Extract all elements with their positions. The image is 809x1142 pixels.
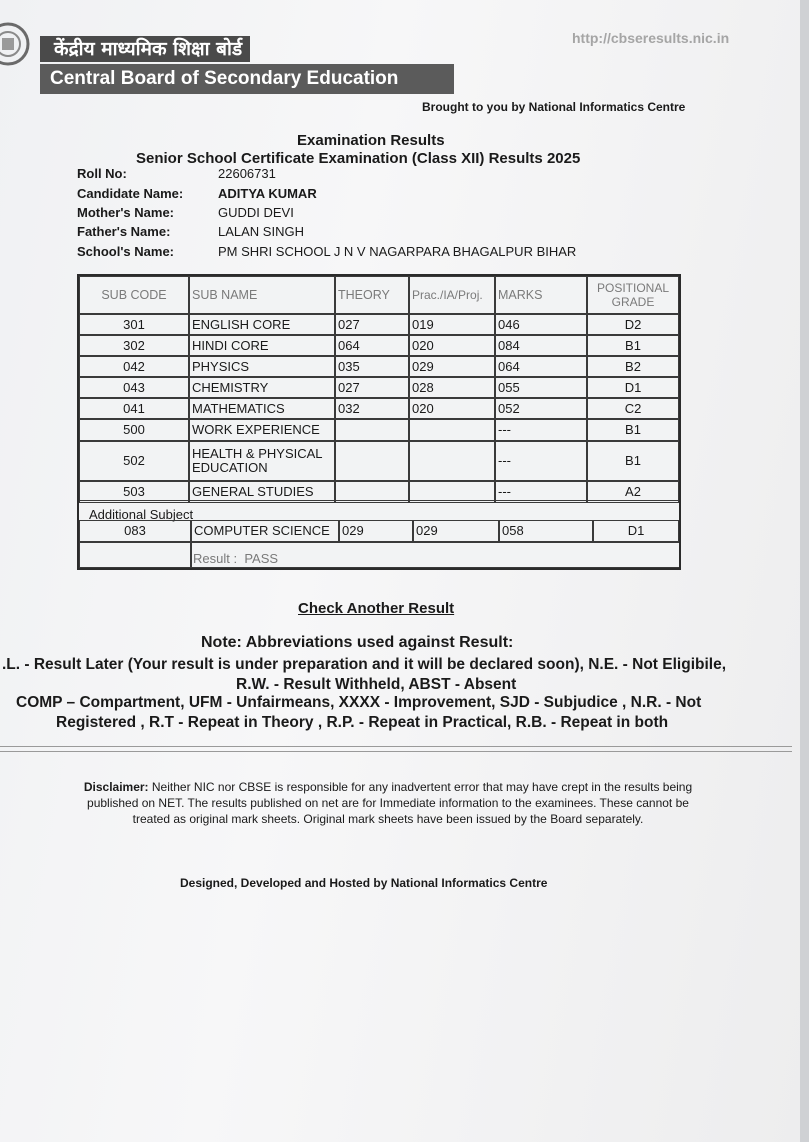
row-theory: 027: [335, 314, 409, 335]
row-code: 043: [79, 377, 189, 398]
header-practical: Prac./IA/Proj.: [409, 276, 495, 314]
row-grade: B1: [587, 335, 679, 356]
result-line: [193, 551, 278, 566]
note-line-1: .L. - Result Later (Your result is under preparation and it will be declared soon), N.E. - Not Eligibile,: [2, 656, 727, 673]
result-label: Result :: [193, 551, 238, 566]
row-practical: 019: [409, 314, 495, 335]
row-practical: [409, 441, 495, 481]
additional-theory: 029: [339, 520, 413, 542]
note-line-2: R.W. - Result Withheld, ABST - Absent: [236, 676, 517, 693]
row-marks: 046: [495, 314, 587, 335]
header-grade: POSITIONAL GRADE: [587, 276, 679, 314]
candidate-name-value: ADITYA KUMAR: [218, 186, 317, 201]
candidate-name-label: Candidate Name:: [77, 186, 184, 201]
row-marks: 084: [495, 335, 587, 356]
row-grade: B2: [587, 356, 679, 377]
row-theory: 064: [335, 335, 409, 356]
row-marks: ---: [495, 481, 587, 503]
site-url: http://cbseresults.nic.in: [572, 30, 730, 46]
row-practical: [409, 419, 495, 441]
row-grade: C2: [587, 398, 679, 419]
row-grade: D1: [587, 377, 679, 398]
father-name-label: Father's Name:: [77, 224, 171, 239]
row-marks: 052: [495, 398, 587, 419]
exam-subtitle: Senior School Certificate Examination (Class XII) Results 2025: [136, 150, 581, 167]
row-practical: 028: [409, 377, 495, 398]
row-code: 500: [79, 419, 189, 441]
row-theory: [335, 419, 409, 441]
row-practical: 029: [409, 356, 495, 377]
roll-value: 22606731: [218, 166, 276, 181]
note-line-4: Registered , R.T - Repeat in Theory , R.P. - Repeat in Practical, R.B. - Repeat in both: [56, 714, 669, 731]
row-practical: 020: [409, 335, 495, 356]
board-name-hindi: केंद्रीय माध्यमिक शिक्षा बोर्ड: [40, 36, 250, 62]
result-value: PASS: [244, 551, 279, 566]
row-theory: 035: [335, 356, 409, 377]
father-name-value: LALAN SINGH: [218, 224, 304, 239]
row-subject-name: WORK EXPERIENCE: [189, 419, 335, 441]
disclaimer-text: Neither NIC nor CBSE is responsible for any inadvertent error that may have crept in the results being published on NET. The results published on net are for Immediate information to the examinees. These cannot be treated as original mark sheets. Original mark sheets have been issued by the Board separately.: [87, 780, 693, 826]
row-theory: 027: [335, 377, 409, 398]
row-grade: D2: [587, 314, 679, 335]
mother-name-label: Mother's Name:: [77, 205, 174, 220]
row-subject-name: HEALTH & PHYSICAL EDUCATION: [189, 441, 335, 481]
row-code: 502: [79, 441, 189, 481]
results-table: [77, 274, 681, 570]
footer-text: Designed, Developed and Hosted by National Informatics Centre: [180, 876, 548, 890]
row-code: 041: [79, 398, 189, 419]
additional-subject-label: Additional Subject: [89, 507, 194, 522]
row-subject-name: MATHEMATICS: [189, 398, 335, 419]
row-subject-name: CHEMISTRY: [189, 377, 335, 398]
row-subject-name: ENGLISH CORE: [189, 314, 335, 335]
additional-code: 083: [79, 520, 191, 542]
row-subject-name: HINDI CORE: [189, 335, 335, 356]
brought-by-text: Brought to you by National Informatics Centre: [422, 100, 686, 114]
row-code: 301: [79, 314, 189, 335]
row-grade: A2: [587, 481, 679, 503]
divider-bottom: [0, 751, 792, 752]
additional-practical: 029: [413, 520, 499, 542]
header-sub-code: SUB CODE: [79, 276, 189, 314]
note-line-3: COMP – Compartment, UFM - Unfairmeans, XXXX - Improvement, SJD - Subjudice , N.R. - Not: [16, 694, 702, 711]
row-grade: B1: [587, 441, 679, 481]
mother-name-value: GUDDI DEVI: [218, 205, 294, 220]
additional-marks: 058: [499, 520, 593, 542]
row-code: 042: [79, 356, 189, 377]
row-grade: B1: [587, 419, 679, 441]
additional-grade: D1: [593, 520, 679, 542]
school-name-value: PM SHRI SCHOOL J N V NAGARPARA BHAGALPUR BIHAR: [218, 244, 577, 259]
disclaimer-label: Disclaimer:: [83, 780, 149, 794]
row-subject-name: GENERAL STUDIES: [189, 481, 335, 503]
header-theory: THEORY: [335, 276, 409, 314]
check-another-result-link[interactable]: Check Another Result: [298, 600, 455, 617]
row-marks: ---: [495, 441, 587, 481]
school-name-label: School's Name:: [77, 244, 175, 259]
header-marks: MARKS: [495, 276, 587, 314]
result-blank-cell: [79, 542, 191, 568]
row-marks: 055: [495, 377, 587, 398]
row-code: 503: [79, 481, 189, 503]
roll-label: Roll No:: [77, 166, 127, 181]
row-practical: 020: [409, 398, 495, 419]
additional-name: COMPUTER SCIENCE: [191, 520, 339, 542]
row-marks: ---: [495, 419, 587, 441]
row-theory: [335, 441, 409, 481]
row-marks: 064: [495, 356, 587, 377]
divider-top: [0, 746, 792, 747]
disclaimer: [82, 779, 694, 827]
cbse-emblem-icon: [0, 14, 34, 74]
row-code: 302: [79, 335, 189, 356]
page-edge: [800, 0, 809, 1142]
row-theory: 032: [335, 398, 409, 419]
note-title: Note: Abbreviations used against Result:: [201, 634, 514, 651]
exam-title: Examination Results: [297, 132, 445, 149]
board-name-english: Central Board of Secondary Education: [40, 64, 454, 94]
row-subject-name: PHYSICS: [189, 356, 335, 377]
header-sub-name: SUB NAME: [189, 276, 335, 314]
